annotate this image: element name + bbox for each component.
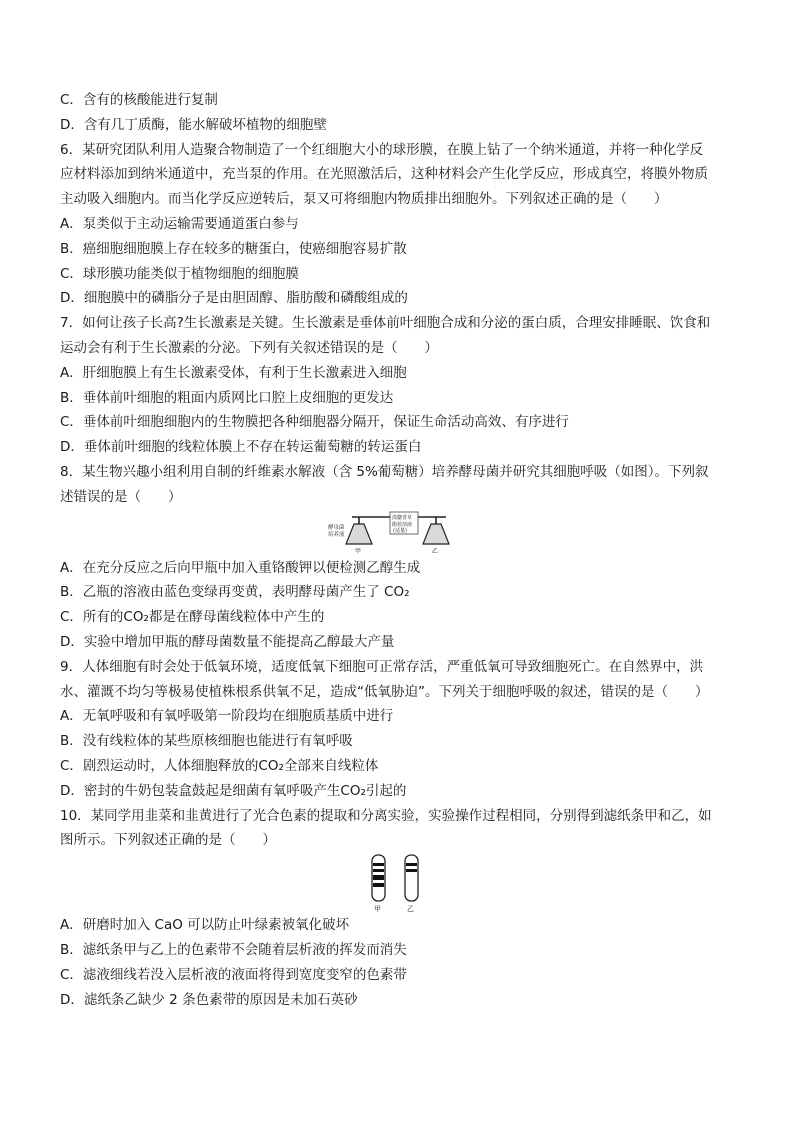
text-line: D．含有几丁质酶，能水解破坏植物的细胞壁 bbox=[60, 116, 327, 133]
question-10-stem: 10．某同学用韭菜和韭黄进行了光合色素的提取和分离实验，实验操作过程相同，分别得到滤纸条甲和乙，如 bbox=[60, 807, 712, 824]
exam-page bbox=[60, 88, 740, 1012]
text-line: 水、灌溉不均匀等极易使植株根系供氧不足，造成“低氧胁迫”。下列关于细胞呼吸的叙述，错误的是（ ） bbox=[60, 683, 709, 700]
band-chlorophyll-a bbox=[373, 875, 384, 880]
text-line: D．细胞膜中的磷脂分子是由胆固醇、脂肪酸和磷酸组成的 bbox=[60, 290, 408, 307]
strip-yi bbox=[405, 855, 418, 901]
band-carotene bbox=[373, 863, 384, 866]
caption-yi: 乙 bbox=[432, 547, 439, 555]
yeast-respiration-figure bbox=[60, 510, 740, 556]
flask-jia bbox=[346, 524, 372, 544]
text-line: A．泵类似于主动运输需要通道蛋白参与 bbox=[60, 215, 299, 232]
text-line: A．研磨时加入 CaO 可以防止叶绿素被氧化破坏 bbox=[60, 917, 350, 934]
text-line: C．滤液细线若没入层析液的液面将得到宽度变窄的色素带 bbox=[60, 966, 407, 983]
text-line: B．癌细胞细胞膜上存在较多的糖蛋白，使癌细胞容易扩散 bbox=[60, 240, 407, 257]
text-line: B．滤纸条甲与乙上的色素带不会随着层析液的挥发而消失 bbox=[60, 941, 407, 958]
text-line: 主动吸入细胞内。而当化学反应逆转后，泵又可将细胞内物质排出细胞外。下列叙述正确的是（ ） bbox=[60, 191, 668, 208]
question-9-stem: 9．人体细胞有时会处于低氧环境，适度低氧下细胞可正常存活，严重低氧可导致细胞死亡。在自然界中，洪 bbox=[60, 658, 704, 675]
filter-strips-diagram bbox=[60, 853, 740, 913]
caption-jia: 甲 bbox=[374, 905, 381, 914]
question-8-stem: 8．某生物兴趣小组利用自制的纤维素水解液（含 5%葡萄糖）培养酵母菌并研究其细胞呼吸（如图）。下列叙 bbox=[60, 463, 709, 480]
question-7-stem: 7．如何让孩子长高?生长激素是关键。生长激素是垂体前叶细胞合成和分泌的蛋白质，合理安排睡眠、饮食和 bbox=[60, 315, 711, 332]
text-line: C．剧烈运动时，人体细胞释放的CO₂全部来自线粒体 bbox=[60, 757, 379, 774]
text-line: D．实验中增加甲瓶的酵母菌数量不能提高乙醇最大产量 bbox=[60, 633, 395, 650]
text-line: B．没有线粒体的某些原核细胞也能进行有氧呼吸 bbox=[60, 733, 353, 750]
text-line: 运动会有利于生长激素的分泌。下列有关叙述错误的是（ ） bbox=[60, 339, 438, 356]
text-line: D．滤纸条乙缺少 2 条色素带的原因是未加石英砂 bbox=[60, 991, 358, 1008]
band-carotene-yi bbox=[406, 863, 417, 866]
mid-label-2: 酚蓝溶液 bbox=[392, 521, 413, 528]
section-b bbox=[60, 556, 740, 854]
mid-label-1: 溴麝香草 bbox=[392, 514, 413, 521]
section-c bbox=[60, 913, 740, 1012]
mid-label-3: (适量) bbox=[393, 527, 407, 534]
text-line: D．密封的牛奶包装盒鼓起是细菌有氧呼吸产生CO₂引起的 bbox=[60, 782, 407, 799]
question-6-stem: 6．某研究团队利用人造聚合物制造了一个红细胞大小的球形膜，在膜上钻了一个纳米通道，并将一种化学反 bbox=[60, 141, 704, 158]
text-line: 应材料添加到纳米通道中，充当泵的作用。在光照激活后，这种材料会产生化学反应，形成真空，将膜外物质 bbox=[60, 166, 708, 183]
text-line: C．含有的核酸能进行复制 bbox=[60, 92, 218, 108]
text-line: B．垂体前叶细胞的粗面内质网比口腔上皮细胞的更发达 bbox=[60, 389, 394, 406]
band-xanthophyll bbox=[373, 869, 384, 872]
text-line: C．垂体前叶细胞细胞内的生物膜把各种细胞器分隔开，保证生命活动高效、有序进行 bbox=[60, 414, 569, 431]
text-line: A．肝细胞膜上有生长激素受体，有利于生长激素进入细胞 bbox=[60, 364, 407, 381]
chromatography-figure bbox=[60, 853, 740, 913]
left-label-2: 培养液 bbox=[328, 531, 345, 538]
section-a bbox=[60, 88, 740, 510]
flask-yi bbox=[423, 524, 449, 544]
text-line: B．乙瓶的溶液由蓝色变绿再变黄，表明酵母菌产生了 CO₂ bbox=[60, 584, 410, 601]
caption-yi: 乙 bbox=[407, 905, 414, 914]
flask-apparatus-diagram bbox=[60, 510, 740, 556]
text-line: 述错误的是（ ） bbox=[60, 488, 182, 505]
text-line: C．所有的CO₂都是在酵母菌线粒体中产生的 bbox=[60, 609, 325, 626]
text-line: A．无氧呼吸和有氧呼吸第一阶段均在细胞质基质中进行 bbox=[60, 708, 394, 725]
text-line: 图所示。下列叙述正确的是（ ） bbox=[60, 832, 276, 849]
text-line: C．球形膜功能类似于植物细胞的细胞膜 bbox=[60, 265, 299, 282]
band-xanthophyll-yi bbox=[406, 869, 417, 872]
band-chlorophyll-b bbox=[373, 883, 384, 887]
left-label-1: 酵母菌 bbox=[328, 524, 345, 531]
text-line: A．在充分反应之后向甲瓶中加入重铬酸钾以便检测乙醇生成 bbox=[60, 559, 421, 576]
text-line: D．垂体前叶细胞的线粒体膜上不存在转运葡萄糖的转运蛋白 bbox=[60, 439, 422, 456]
caption-jia: 甲 bbox=[355, 547, 362, 555]
